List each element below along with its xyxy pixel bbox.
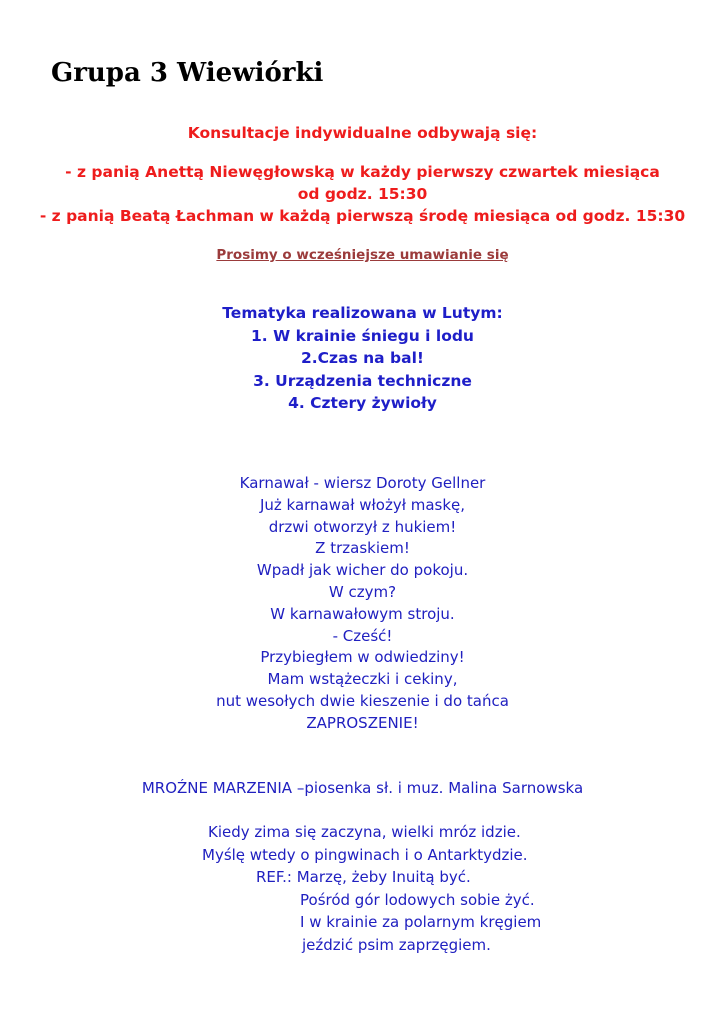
poem-line: Z trzaskiem! bbox=[315, 539, 410, 558]
poem-section bbox=[0, 473, 725, 735]
topic-item: 4. Cztery żywioły bbox=[288, 394, 437, 412]
consultations-heading: Konsultacje indywidualne odbywają się: bbox=[187, 124, 538, 142]
poem-line: W karnawałowym stroju. bbox=[270, 604, 455, 623]
topics-heading: Tematyka realizowana w Lutym: bbox=[222, 304, 503, 322]
song-line: Pośród gór lodowych sobie żyć. bbox=[300, 890, 535, 909]
topic-item: 2.Czas na bal! bbox=[301, 349, 424, 367]
poem-line: ZAPROSZENIE! bbox=[306, 713, 419, 732]
poem-line: Już karnawał włożył maskę, bbox=[259, 495, 466, 514]
poem-line: drzwi otworzył z hukiem! bbox=[268, 517, 457, 536]
topic-item: 1. W krainie śniegu i lodu bbox=[251, 326, 474, 345]
song-line: jeździć psim zaprzęgiem. bbox=[302, 935, 491, 954]
poem-line: Przybiegłem w odwiedziny! bbox=[260, 648, 465, 667]
poem-line: Wpadł jak wicher do pokoju. bbox=[256, 561, 469, 580]
topics-section bbox=[0, 302, 725, 415]
song-line: Kiedy zima się zaczyna, wielki mróz idzie. bbox=[208, 823, 521, 841]
page-title: Grupa 3 Wiewiórki bbox=[51, 58, 324, 88]
consultation-line-1: - z panią Anettą Niewęgłowską w każdy pierwszy czwartek miesiąca bbox=[65, 163, 660, 181]
poem-line: nut wesołych dwie kieszenie i do tańca bbox=[216, 691, 509, 710]
song-section bbox=[0, 821, 725, 956]
consultation-line-3: - z panią Beatą Łachman w każdą pierwszą środę miesiąca od godz. 15:30 bbox=[39, 207, 686, 225]
consultation-line-2: od godz. 15:30 bbox=[297, 185, 428, 203]
appointment-notice: Prosimy o wcześniejsze umawianie się bbox=[216, 247, 509, 263]
topic-item: 3. Urządzenia techniczne bbox=[253, 371, 472, 390]
poem-line: - Cześć! bbox=[332, 626, 393, 645]
poem-line: W czym? bbox=[328, 582, 397, 601]
song-refrain-line: REF.: Marzę, żeby Inuitą być. bbox=[256, 868, 471, 886]
song-title: MROŹNE MARZENIA –piosenka sł. i muz. Malina Sarnowska bbox=[141, 779, 584, 797]
poem-line: Mam wstążeczki i cekiny, bbox=[267, 670, 458, 689]
song-line: Myślę wtedy o pingwinach i o Antarktydzie. bbox=[202, 845, 528, 864]
poem-title: Karnawał - wiersz Doroty Gellner bbox=[239, 474, 486, 492]
song-line: I w krainie za polarnym kręgiem bbox=[300, 913, 542, 931]
